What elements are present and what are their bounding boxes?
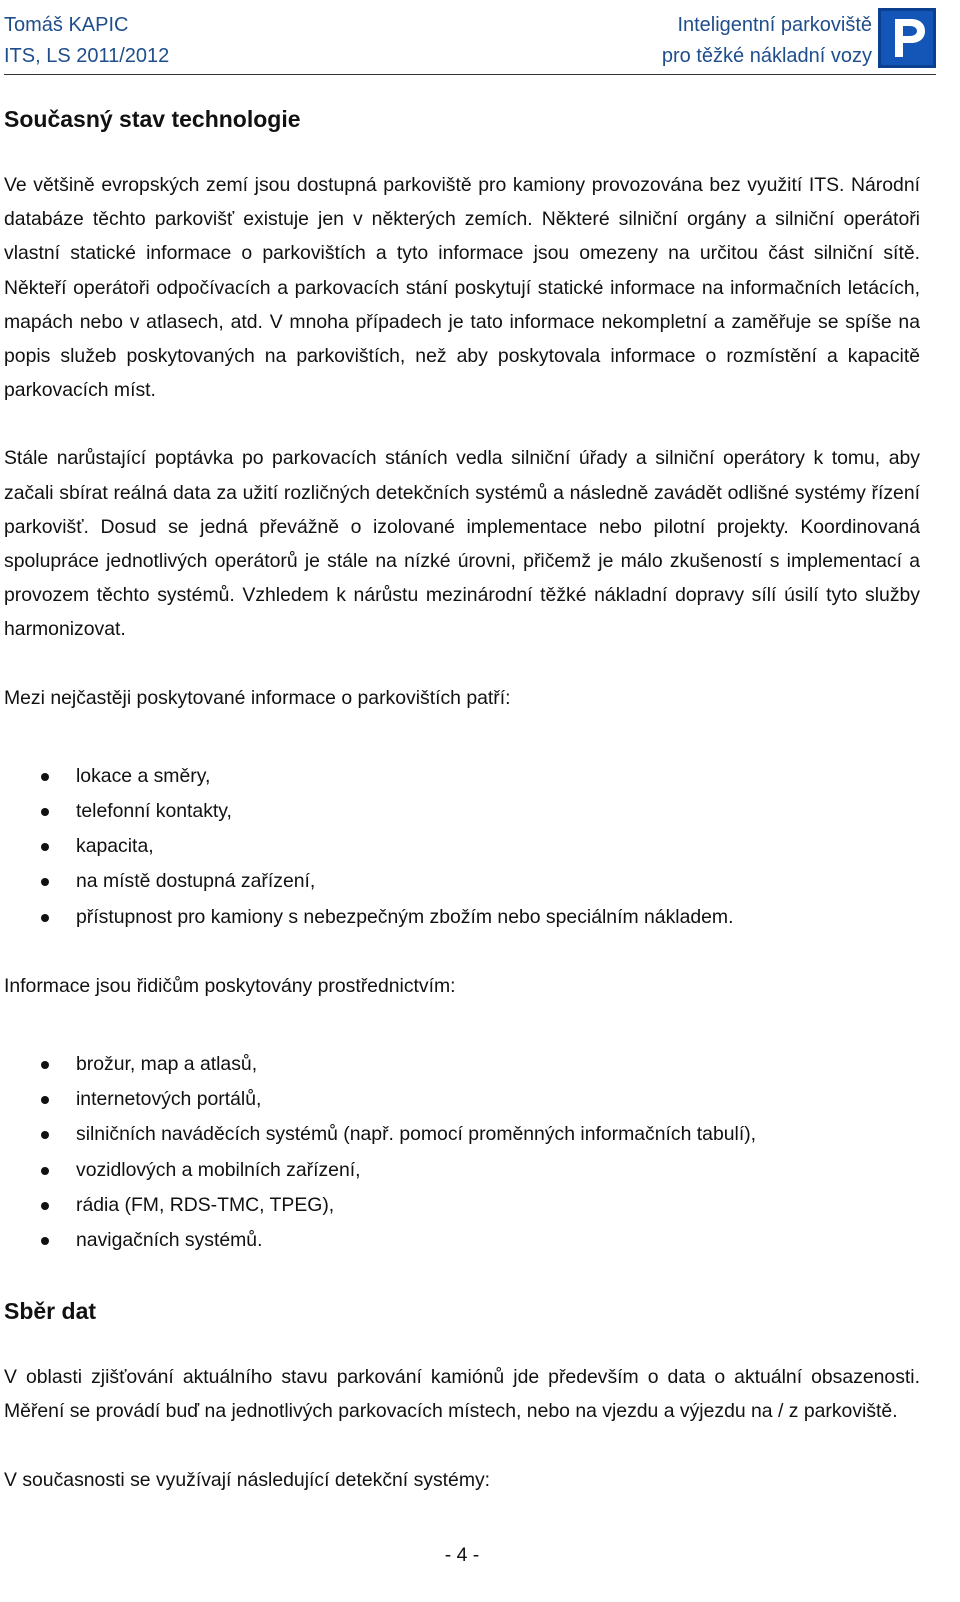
list-item: lokace a směry,	[4, 759, 920, 794]
paragraph-2: Stále narůstající poptávka po parkovacích stáních vedla silniční úřady a silniční operátory k tomu, aby začali sbírat reálná data za užití rozličných detekčních systémů a následně zavádět odlišné systémy řízení parkovišť. Dosud se jedná převážně o izolované implementace nebo pilotní projekty. Koordinovaná spolupráce jednotlivých operátorů je stále na nízké úrovni, přičemž je málo zkušeností s implementací a provozem těchto systémů. Vzhledem k nárůstu mezinárodní těžké nákladní dopravy sílí úsilí tyto služby harmonizovat.	[4, 447, 920, 641]
parking-logo-icon	[878, 8, 936, 68]
section-heading-current-state: Současný stav technologie	[4, 106, 301, 132]
list-item: brožur, map a atlasů,	[4, 1047, 920, 1082]
list-item: vozidlových a mobilních zařízení,	[4, 1153, 920, 1188]
bullet-icon	[41, 914, 49, 922]
bullet-icon	[41, 773, 49, 781]
bullet-icon	[41, 1061, 49, 1069]
header-author: Tomáš KAPIC	[4, 14, 129, 36]
list-item: navigačních systémů.	[4, 1223, 920, 1258]
closing-paragraph: V současnosti se využívají následující detekční systémy:	[4, 1468, 491, 1491]
list-item: rádia (FM, RDS-TMC, TPEG),	[4, 1188, 920, 1223]
info-types-list	[4, 759, 920, 935]
paragraph-3: V oblasti zjišťování aktuálního stavu parkování kamiónů jde především o data o aktuální obsazenosti. Měření se provádí buď na jednotlivých parkovacích místech, nebo na vjezdu a výjezdu na / z parkoviště.	[4, 1366, 920, 1423]
header-course: ITS, LS 2011/2012	[4, 45, 170, 67]
bullet-icon	[41, 1131, 49, 1139]
header-title-line2: pro těžké nákladní vozy	[661, 45, 872, 67]
list-item: kapacita,	[4, 829, 920, 864]
header-title-line1: Inteligentní parkoviště	[677, 14, 872, 36]
page-number: - 4 -	[444, 1544, 480, 1566]
bullet-icon	[41, 808, 49, 816]
header-left	[4, 10, 169, 72]
bullet-icon	[41, 878, 49, 886]
info-channels-list	[4, 1047, 920, 1258]
list1-intro: Mezi nejčastěji poskytované informace o parkovištích patří:	[4, 686, 511, 709]
page-header	[4, 8, 936, 75]
list-item: přístupnost pro kamiony s nebezpečným zbožím nebo speciálním nákladem.	[4, 900, 920, 935]
bullet-icon	[41, 1202, 49, 1210]
list-item: internetových portálů,	[4, 1082, 920, 1117]
list-item: telefonní kontakty,	[4, 794, 920, 829]
header-right	[662, 10, 872, 72]
list-item: silničních naváděcích systémů (např. pomocí proměnných informačních tabulí),	[4, 1117, 920, 1152]
list-item: na místě dostupná zařízení,	[4, 864, 920, 899]
bullet-icon	[41, 1237, 49, 1245]
paragraph-1: Ve většině evropských zemí jsou dostupná parkoviště pro kamiony provozována bez využití ITS. Národní databáze těchto parkovišť existuje jen v některých zemích. Některé silniční orgány a silniční operátoři vlastní statické informace o parkovištích a tyto informace jsou omezeny na určitou část silniční sítě. Někteří operátoři odpočívacích a parkovacích stání poskytují statické informace na informačních letácích, mapách nebo v atlasech, atd. V mnoha případech je tato informace nekompletní a zaměřuje se spíše na popis služeb poskytovaných na parkovištích, než aby poskytovala informace o rozmístění a kapacitě parkovacích míst.	[4, 174, 920, 402]
list2-intro: Informace jsou řidičům poskytovány prostřednictvím:	[4, 974, 456, 997]
bullet-icon	[41, 843, 49, 851]
bullet-icon	[41, 1096, 49, 1104]
bullet-icon	[41, 1167, 49, 1175]
document-body	[4, 102, 920, 1497]
section-heading-data-collection: Sběr dat	[4, 1298, 97, 1325]
